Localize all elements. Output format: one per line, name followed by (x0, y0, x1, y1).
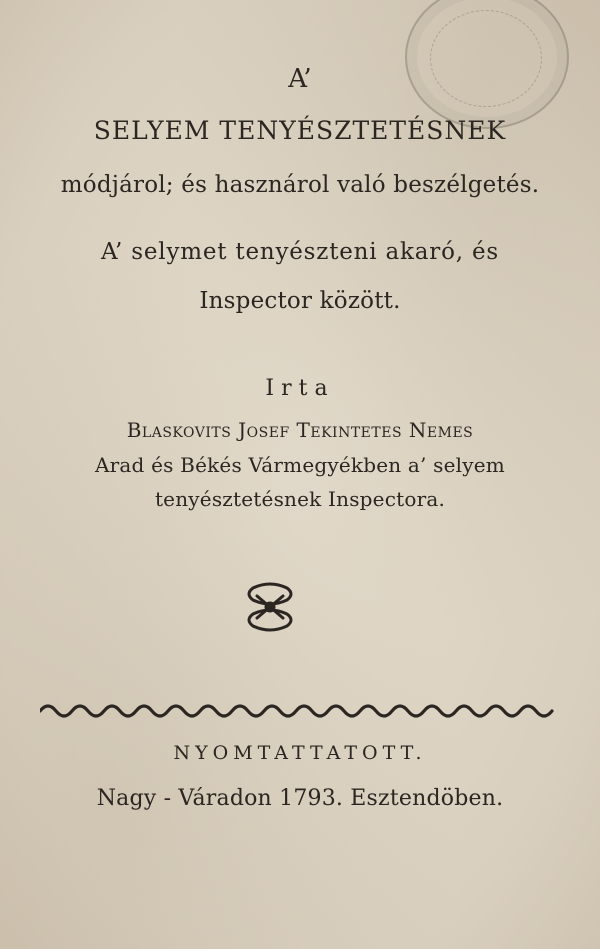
book-subtitle: módjárol; és hasznárol való beszélgetés. (60, 172, 540, 198)
dialog-line-2: Inspector között. (199, 288, 401, 314)
knot-ornament-icon (243, 580, 297, 634)
imprint-place-date: Nagy - Váradon 1793. Esztendöben. (96, 786, 504, 811)
book-title: SELYEM TENYÉSZTETÉSNEK (93, 116, 507, 145)
irta-label: Irta (265, 376, 335, 401)
title-article: A’ (288, 64, 312, 94)
imprint-printed: NYOMTATTATOTT. (173, 742, 427, 764)
dialog-line-1: A’ selymet tenyészteni akaró, és (101, 239, 499, 265)
author-line-3: tenyésztetésnek Inspectora. (154, 487, 446, 511)
author-line-1: Blaskovits Josef Tekintetes Nemes (126, 418, 474, 442)
author-line-2: Arad és Békés Vármegyékben a’ selyem (95, 453, 505, 477)
wave-rule-icon (40, 700, 560, 722)
